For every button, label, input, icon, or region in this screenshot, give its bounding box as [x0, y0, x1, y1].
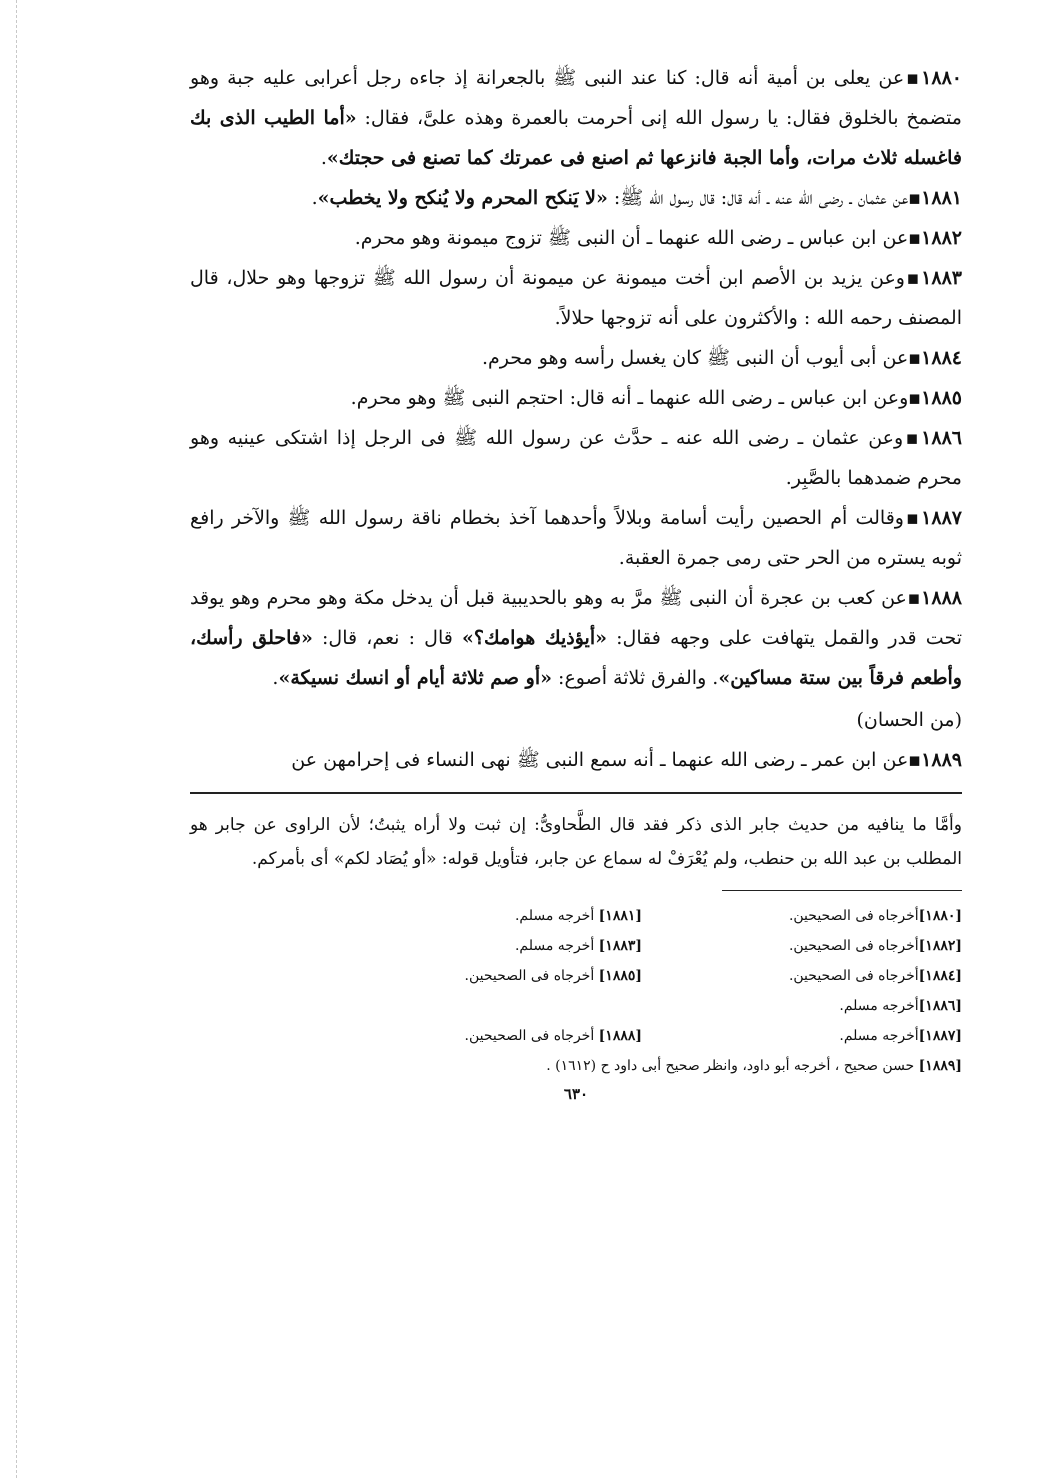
page-number: ٦٣٠: [563, 1085, 589, 1103]
reference-item: [642, 901, 962, 931]
reference-number: [١٨٨٨]: [598, 1028, 642, 1044]
hadith-1881: [190, 178, 962, 218]
reference-row: [190, 1021, 962, 1051]
hadith-1885: [190, 378, 962, 418]
hadith-text: عن عثمان ـ رضى الله عنه ـ أنه قال: قال رسول الله ﷺ:: [607, 187, 909, 209]
reference-row: [190, 961, 962, 991]
reference-item: [322, 961, 642, 991]
footnote-divider: [190, 792, 962, 794]
hadith-text-end: .: [320, 147, 327, 169]
hadith-text: قال : نعم، قال:: [312, 627, 462, 649]
reference-text: أخرجاه فى الصحيحين.: [788, 908, 919, 924]
hadith-text: عن أبى أيوب أن النبى ﷺ كان يغسل رأسه وهو محرم.: [481, 347, 909, 369]
hadith-1887: [190, 498, 962, 578]
hadith-text-end: .: [272, 667, 279, 689]
number-separator: ▪: [908, 227, 922, 249]
reference-text: أخرجه مسلم.: [514, 938, 599, 954]
number-separator: ▪: [908, 387, 922, 409]
reference-item: [322, 901, 642, 931]
number-separator: ▪: [903, 427, 922, 449]
reference-number: [١٨٨٢]: [918, 938, 962, 954]
reference-number: [١٨٨٩]: [918, 1058, 962, 1074]
reference-item: [322, 931, 642, 961]
hadith-1889: [190, 740, 962, 780]
hadith-text: وقالت أم الحصين رأيت أسامة وبلالاً وأحدهما آخذ بخطام ناقة رسول الله ﷺ والآخر رافع ثوبه يستره من الحر حتى رمى جمرة العقبة.: [190, 507, 962, 569]
reference-text: أخرجاه فى الصحيحين.: [464, 968, 599, 984]
reference-number: [١٨٨٣]: [598, 938, 642, 954]
number-separator: ▪: [908, 187, 922, 209]
scan-edge-line: [16, 0, 18, 1478]
reference-item: [642, 991, 962, 1021]
reference-row: [190, 931, 962, 961]
reference-number: [١٨٨٧]: [918, 1028, 962, 1044]
hadith-number: ١٨٨٤: [921, 347, 962, 369]
reference-number: [١٨٨٤]: [918, 968, 962, 984]
hadith-number: ١٨٨١: [921, 187, 962, 209]
hadith-text: عن ابن عباس ـ رضى الله عنهما ـ أن النبى ﷺ تزوج ميمونة وهو محرم.: [354, 227, 909, 249]
document-page: [190, 58, 962, 1103]
reference-text: أخرجاه فى الصحيحين.: [788, 938, 919, 954]
reference-item: [322, 1021, 642, 1051]
number-separator: ▪: [904, 67, 922, 89]
hadith-1882: [190, 218, 962, 258]
references: [190, 901, 962, 1081]
hadith-number: ١٨٨٨: [921, 587, 962, 609]
hadith-text: عن يعلى بن أمية أنه قال: كنا عند النبى ﷺ بالجعرانة إذ جاءه رجل أعرابى عليه جبة وهو متضمخ بالخلوق فقال: يا رسول الله إنى أحرمت بالعمرة وهذه علىَّ، فقال:: [190, 67, 962, 129]
hadith-number: ١٨٨٥: [921, 387, 962, 409]
hadith-number: ١٨٨٠: [921, 67, 962, 89]
hadith-number: ١٨٨٦: [921, 427, 962, 449]
number-separator: ▪: [903, 507, 922, 529]
hadith-1883: [190, 258, 962, 338]
reference-row: [190, 901, 962, 931]
hadith-1886: [190, 418, 962, 498]
hadith-list: [190, 58, 962, 780]
reference-text: أخرجه مسلم.: [839, 1028, 919, 1044]
hadith-text-end: .: [311, 187, 318, 209]
commentary-footnote: وأمَّا ما ينافيه من حديث جابر الذى ذكر فقد قال الطَّحاوىُّ: إن ثبت ولا أراه يثبتُ؛ لأن الراوى عن جابر هو المطلب بن عبد الله بن حنطب، ولم يُعْرَفْ له سماع عن جابر، فتأويل قوله: «أو يُصَاد لكم» أى بأمركم.: [190, 815, 962, 869]
reference-item: [642, 931, 962, 961]
reference-item: [642, 1021, 962, 1051]
reference-number: [١٨٨٠]: [918, 908, 962, 924]
number-separator: ▪: [904, 267, 922, 289]
hadith-text: وعن يزيد بن الأصم ابن أخت ميمونة عن ميمونة أن رسول الله ﷺ تزوجها وهو حلال، قال المصنف رحمه الله : والأكثرون على أنه تزوجها حلالاً.: [190, 267, 962, 329]
hadith-text: عن كعب بن عجرة أن النبى ﷺ مرَّ به وهو بالحديبية قبل أن يدخل مكة وهو محرم وهو يوقد تحت قدر والقمل يتهافت على وجهه فقال:: [190, 587, 962, 649]
hadith-1888: [190, 578, 962, 698]
number-separator: ▪: [906, 587, 922, 609]
hadith-text: عن ابن عمر ـ رضى الله عنهما ـ أنه سمع النبى ﷺ نهى النساء فى إحرامهن عن: [291, 749, 909, 771]
hadith-number: ١٨٨٢: [921, 227, 962, 249]
reference-text: أخرجاه فى الصحيحين.: [464, 1028, 599, 1044]
reference-text: أخرجاه فى الصحيحين.: [788, 968, 919, 984]
hadith-text: وعن عثمان ـ رضى الله عنه ـ حدَّث عن رسول الله ﷺ فى الرجل إذا اشتكى عينيه وهو محرم ضمدهما بالصَّبِر.: [190, 427, 962, 489]
section-grade: (من الحسان): [856, 709, 962, 731]
reference-row: [190, 991, 962, 1021]
number-separator: ▪: [908, 749, 922, 771]
hadith-1884: [190, 338, 962, 378]
number-separator: ▪: [908, 347, 922, 369]
hadith-quote: «فاحلق رأسك، وأطعم فرقاً بين ستة مساكين»: [190, 627, 962, 689]
hadith-number: ١٨٨٩: [921, 749, 962, 771]
hadith-quote: «لا يَنكح المحرم ولا يُنكح ولا يخطب»: [317, 187, 608, 209]
references-divider: [722, 890, 962, 891]
hadith-number: ١٨٨٣: [921, 267, 962, 289]
hadith-text: . والفرق ثلاثة أصوع:: [552, 667, 719, 689]
hadith-number: ١٨٨٧: [921, 507, 962, 529]
hadith-quote: «أيؤذيك هوامك؟»: [461, 627, 607, 649]
reference-item: [642, 961, 962, 991]
reference-text: حسن صحيح ، أخرجه أبو داود، وانظر صحيح أبى داود ح (١٦١٢) .: [546, 1058, 919, 1074]
reference-number: [١٨٨٦]: [918, 998, 962, 1014]
hadith-quote: «أما الطيب الذى بك فاغسله ثلاث مرات، وأما الجبة فانزعها ثم اصنع فى عمرتك كما تصنع فى حجتك»: [190, 107, 962, 169]
hadith-1880: [190, 58, 962, 178]
reference-number: [١٨٨١]: [598, 908, 642, 924]
reference-item: [190, 1051, 962, 1081]
hadith-quote: «أو صم ثلاثة أيام أو انسك نسيكة»: [278, 667, 552, 689]
reference-text: أخرجه مسلم.: [514, 908, 599, 924]
reference-number: [١٨٨٥]: [598, 968, 642, 984]
hadith-text: وعن ابن عباس ـ رضى الله عنهما ـ أنه قال: احتجم النبى ﷺ وهو محرم.: [350, 387, 909, 409]
reference-text: أخرجه مسلم.: [839, 998, 919, 1014]
